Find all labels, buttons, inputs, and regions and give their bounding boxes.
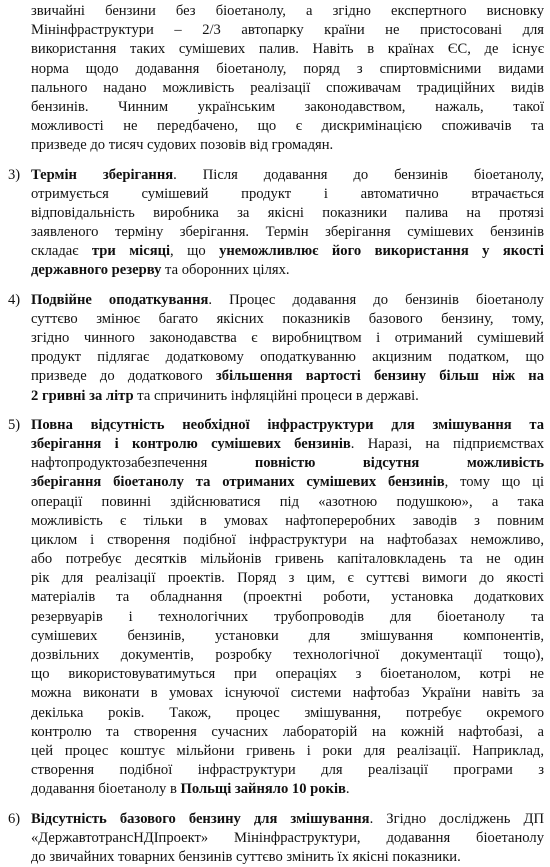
bold-text: зберігання і контролю сумішевих бензинів <box>31 436 351 452</box>
text-line: бензинів. Чинним українським законодавством, нажаль, такої <box>8 98 544 117</box>
bold-text: державного резерву <box>31 262 161 278</box>
text-span: резервуарів і технологічних трубопроводів для біоетанолу та <box>31 609 544 625</box>
text-span: відповідальність виробника за якісні показники палива на протязі <box>31 205 544 221</box>
text-line <box>31 810 544 829</box>
text-line <box>31 291 544 310</box>
text-span: що використовуватимуться при операціях з біоетанолом, котрі не <box>31 666 544 682</box>
text-span: або потребує десятків мільйонів гривень капіталовкладень та не один <box>31 551 544 567</box>
text-line <box>31 627 544 646</box>
text-span: згідно чинного законодавства є виробництвом і отриманий сумішевий <box>31 330 544 346</box>
list-item <box>8 416 544 800</box>
list-item <box>8 810 544 867</box>
text-line <box>31 665 544 684</box>
text-line <box>31 204 544 223</box>
text-span: , що <box>170 243 219 259</box>
text-line <box>31 550 544 569</box>
text-line <box>31 329 544 348</box>
text-span: операції повинні здійснюватися під «азотною подушкою», а така <box>31 494 544 510</box>
bold-text: збільшення вартості бензину більш ніж на <box>216 368 544 384</box>
text-span: заявленого терміну зберігання. Термін зберігання сумішевих бензинів <box>31 224 544 240</box>
text-span: . <box>346 781 350 797</box>
text-span: продукт підлягає додатковому оподаткуванню акцизним податком, що <box>31 349 544 365</box>
text-line <box>31 723 544 742</box>
text-span: до звичайних товарних бензинів суттєво змінить їх якісні показники. <box>31 849 461 865</box>
text-line <box>31 780 544 799</box>
text-line <box>31 473 544 492</box>
text-line <box>31 261 544 280</box>
text-span: декілька років. Також, процес змішування, потребує окремого <box>31 705 544 721</box>
bold-text: повністю відсутня можливість <box>255 455 544 471</box>
text-span: можна виконати в умовах існуючої системи нафтобаз України навіть за <box>31 685 544 701</box>
text-line <box>31 310 544 329</box>
list-item-body <box>8 166 544 281</box>
text-span: та оборонних цілях. <box>161 262 289 278</box>
text-span: контролю та створення сучасних лабораторій на кожній нафтобазі, а <box>31 724 544 740</box>
text-span: додавання біоетанолу в <box>31 781 181 797</box>
list-item-number: 6) <box>8 810 20 829</box>
intro-paragraph <box>8 2 544 156</box>
text-span: та спричинить інфляційні процеси в державі. <box>134 388 419 404</box>
text-line: Мінінфраструктури – 2/3 автопарку країни не пристосовані для <box>8 21 544 40</box>
text-line <box>31 704 544 723</box>
bold-text: зберігання біоетанолу та отриманих сумішевих бензинів <box>31 474 445 490</box>
text-line <box>31 761 544 780</box>
text-span: . Після додавання до бензинів біоетанолу, <box>173 167 544 183</box>
text-span: суттєво змінює багато якісних показників базового бензину, тому, <box>31 311 544 327</box>
text-line: призведе до тисяч судових позовів від громадян. <box>8 136 544 155</box>
text-span: сумішевих бензинів, установки для змішування компонентів, <box>31 628 544 644</box>
text-span: , тому що ці <box>445 474 544 490</box>
text-line <box>31 416 544 435</box>
text-span: . Наразі, на підприємствах <box>351 436 544 452</box>
text-line <box>31 387 544 406</box>
text-span: створення подібної інфраструктури для реалізації програми з <box>31 762 544 778</box>
list-item-number: 4) <box>8 291 20 310</box>
text-line: пального надано можливість реалізації споживачам традиційних видів <box>8 79 544 98</box>
text-span: циклом і створення подібної інфраструктури на нафтобазах неможливо, <box>31 532 544 548</box>
text-line <box>31 742 544 761</box>
text-span: . Згідно досліджень ДП <box>370 811 544 827</box>
text-line <box>31 608 544 627</box>
bold-text: Відсутність базового бензину для змішування <box>31 811 370 827</box>
text-line <box>31 646 544 665</box>
text-line <box>31 684 544 703</box>
text-line: звичайні бензини без біоетанолу, а згідно експертного висновку <box>8 2 544 21</box>
bold-text: унеможливлює його використання у якості <box>219 243 544 259</box>
text-line <box>31 512 544 531</box>
text-span: цей процес коштує мільйони гривень і роки для реалізації. Наприклад, <box>31 743 544 759</box>
text-line: використання таких сумішевих палив. Навіть в країнах ЄС, де існує <box>8 40 544 59</box>
text-line <box>31 185 544 204</box>
text-span: . Процес додавання до бензинів біоетанолу <box>208 292 544 308</box>
text-span: матеріалів та обладнання (проектні роботи, установка додаткових <box>31 589 544 605</box>
text-span: дозвільних документів, розробку технологічної документації тощо), <box>31 647 544 663</box>
text-line <box>31 848 544 867</box>
bold-text: 2 гривні за літр <box>31 388 134 404</box>
bold-text: Повна відсутність необхідної інфраструктури для змішування та <box>31 417 544 433</box>
text-line <box>31 242 544 261</box>
text-line <box>31 588 544 607</box>
text-line <box>31 569 544 588</box>
bold-text: три місяці <box>92 243 170 259</box>
text-span: рік для реалізації проектів. Поряд з цим, є суттєві вимоги до якості <box>31 570 544 586</box>
text-span: отримується сумішевий продукт і автоматично втрачається <box>31 186 544 202</box>
text-span: складає <box>31 243 92 259</box>
list-item-number: 3) <box>8 166 20 185</box>
text-span: призведе до додаткового <box>31 368 216 384</box>
text-line <box>31 829 544 848</box>
numbered-list <box>8 166 544 867</box>
text-line <box>31 493 544 512</box>
text-line <box>31 367 544 386</box>
text-line: норма щодо додавання біоетанолу, поряд з спиртовмісними видами <box>8 60 544 79</box>
text-line <box>31 348 544 367</box>
text-line <box>31 435 544 454</box>
text-span: «ДержавтотрансНДІпроект» Мінінфраструктури, додавання біоетанолу <box>31 830 544 846</box>
list-item-body <box>8 291 544 406</box>
bold-text: Подвійне оподаткування <box>31 292 208 308</box>
bold-text: Польщі зайняло 10 років <box>181 781 346 797</box>
list-item-body <box>8 416 544 800</box>
list-item <box>8 166 544 281</box>
text-line <box>31 223 544 242</box>
text-line: можливості не передбачено, що є дискримінацією споживачів та <box>8 117 544 136</box>
text-span: можливість є тільки в умовах нафтопереробних заводів з повним <box>31 513 544 529</box>
text-line <box>31 454 544 473</box>
bold-text: Термін зберігання <box>31 167 173 183</box>
text-line <box>31 166 544 185</box>
text-line <box>31 531 544 550</box>
text-span: нафтопродуктозабезпечення <box>31 455 255 471</box>
list-item-body <box>8 810 544 867</box>
list-item <box>8 291 544 406</box>
list-item-number: 5) <box>8 416 20 435</box>
